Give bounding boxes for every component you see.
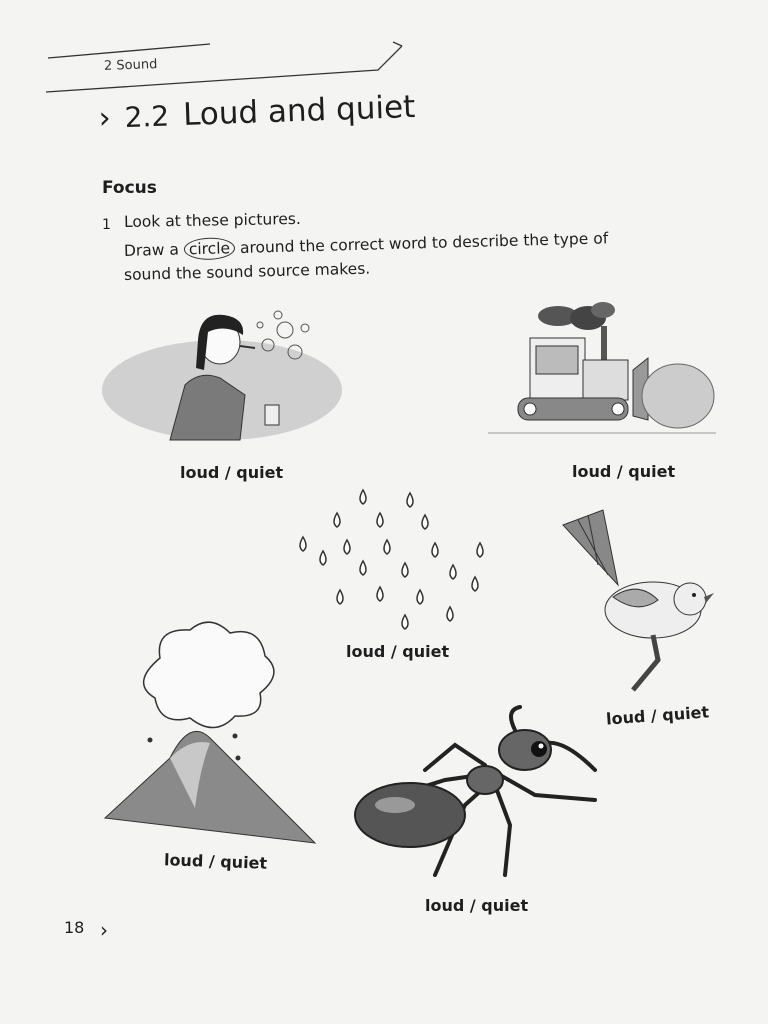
chevron-right-icon: › (98, 100, 112, 136)
section-number: 2.2 (124, 99, 170, 134)
raindrops-illustration (295, 485, 495, 640)
chapter-label: 2 Sound (103, 57, 158, 74)
answer-options: loud / quiet (180, 463, 284, 482)
bulldozer-illustration (488, 298, 718, 448)
bird-illustration (558, 505, 718, 700)
instruction-text: around the correct word to describe the type of (234, 229, 609, 258)
ant-illustration (345, 705, 605, 885)
focus-heading: Focus (102, 178, 157, 198)
answer-options: loud / quiet (572, 462, 676, 481)
instruction-text: Draw a (123, 240, 185, 260)
answer-options: loud / quiet (163, 850, 268, 873)
question-instruction-3: sound the sound source makes. (123, 259, 371, 284)
question-instruction-1: Look at these pictures. (123, 209, 301, 231)
question-instruction-2 (124, 229, 609, 260)
answer-options: loud / quiet (605, 702, 710, 729)
girl-bubbles-illustration (100, 300, 350, 450)
circled-word: circle (184, 237, 236, 260)
answer-options: loud / quiet (346, 642, 450, 661)
answer-options: loud / quiet (425, 896, 529, 915)
question-number: 1 (102, 217, 111, 233)
volcano-illustration (100, 618, 320, 853)
chevron-right-icon: › (100, 918, 108, 942)
page-number: 18 (64, 918, 85, 937)
section-title-text: Loud and quiet (182, 88, 416, 134)
